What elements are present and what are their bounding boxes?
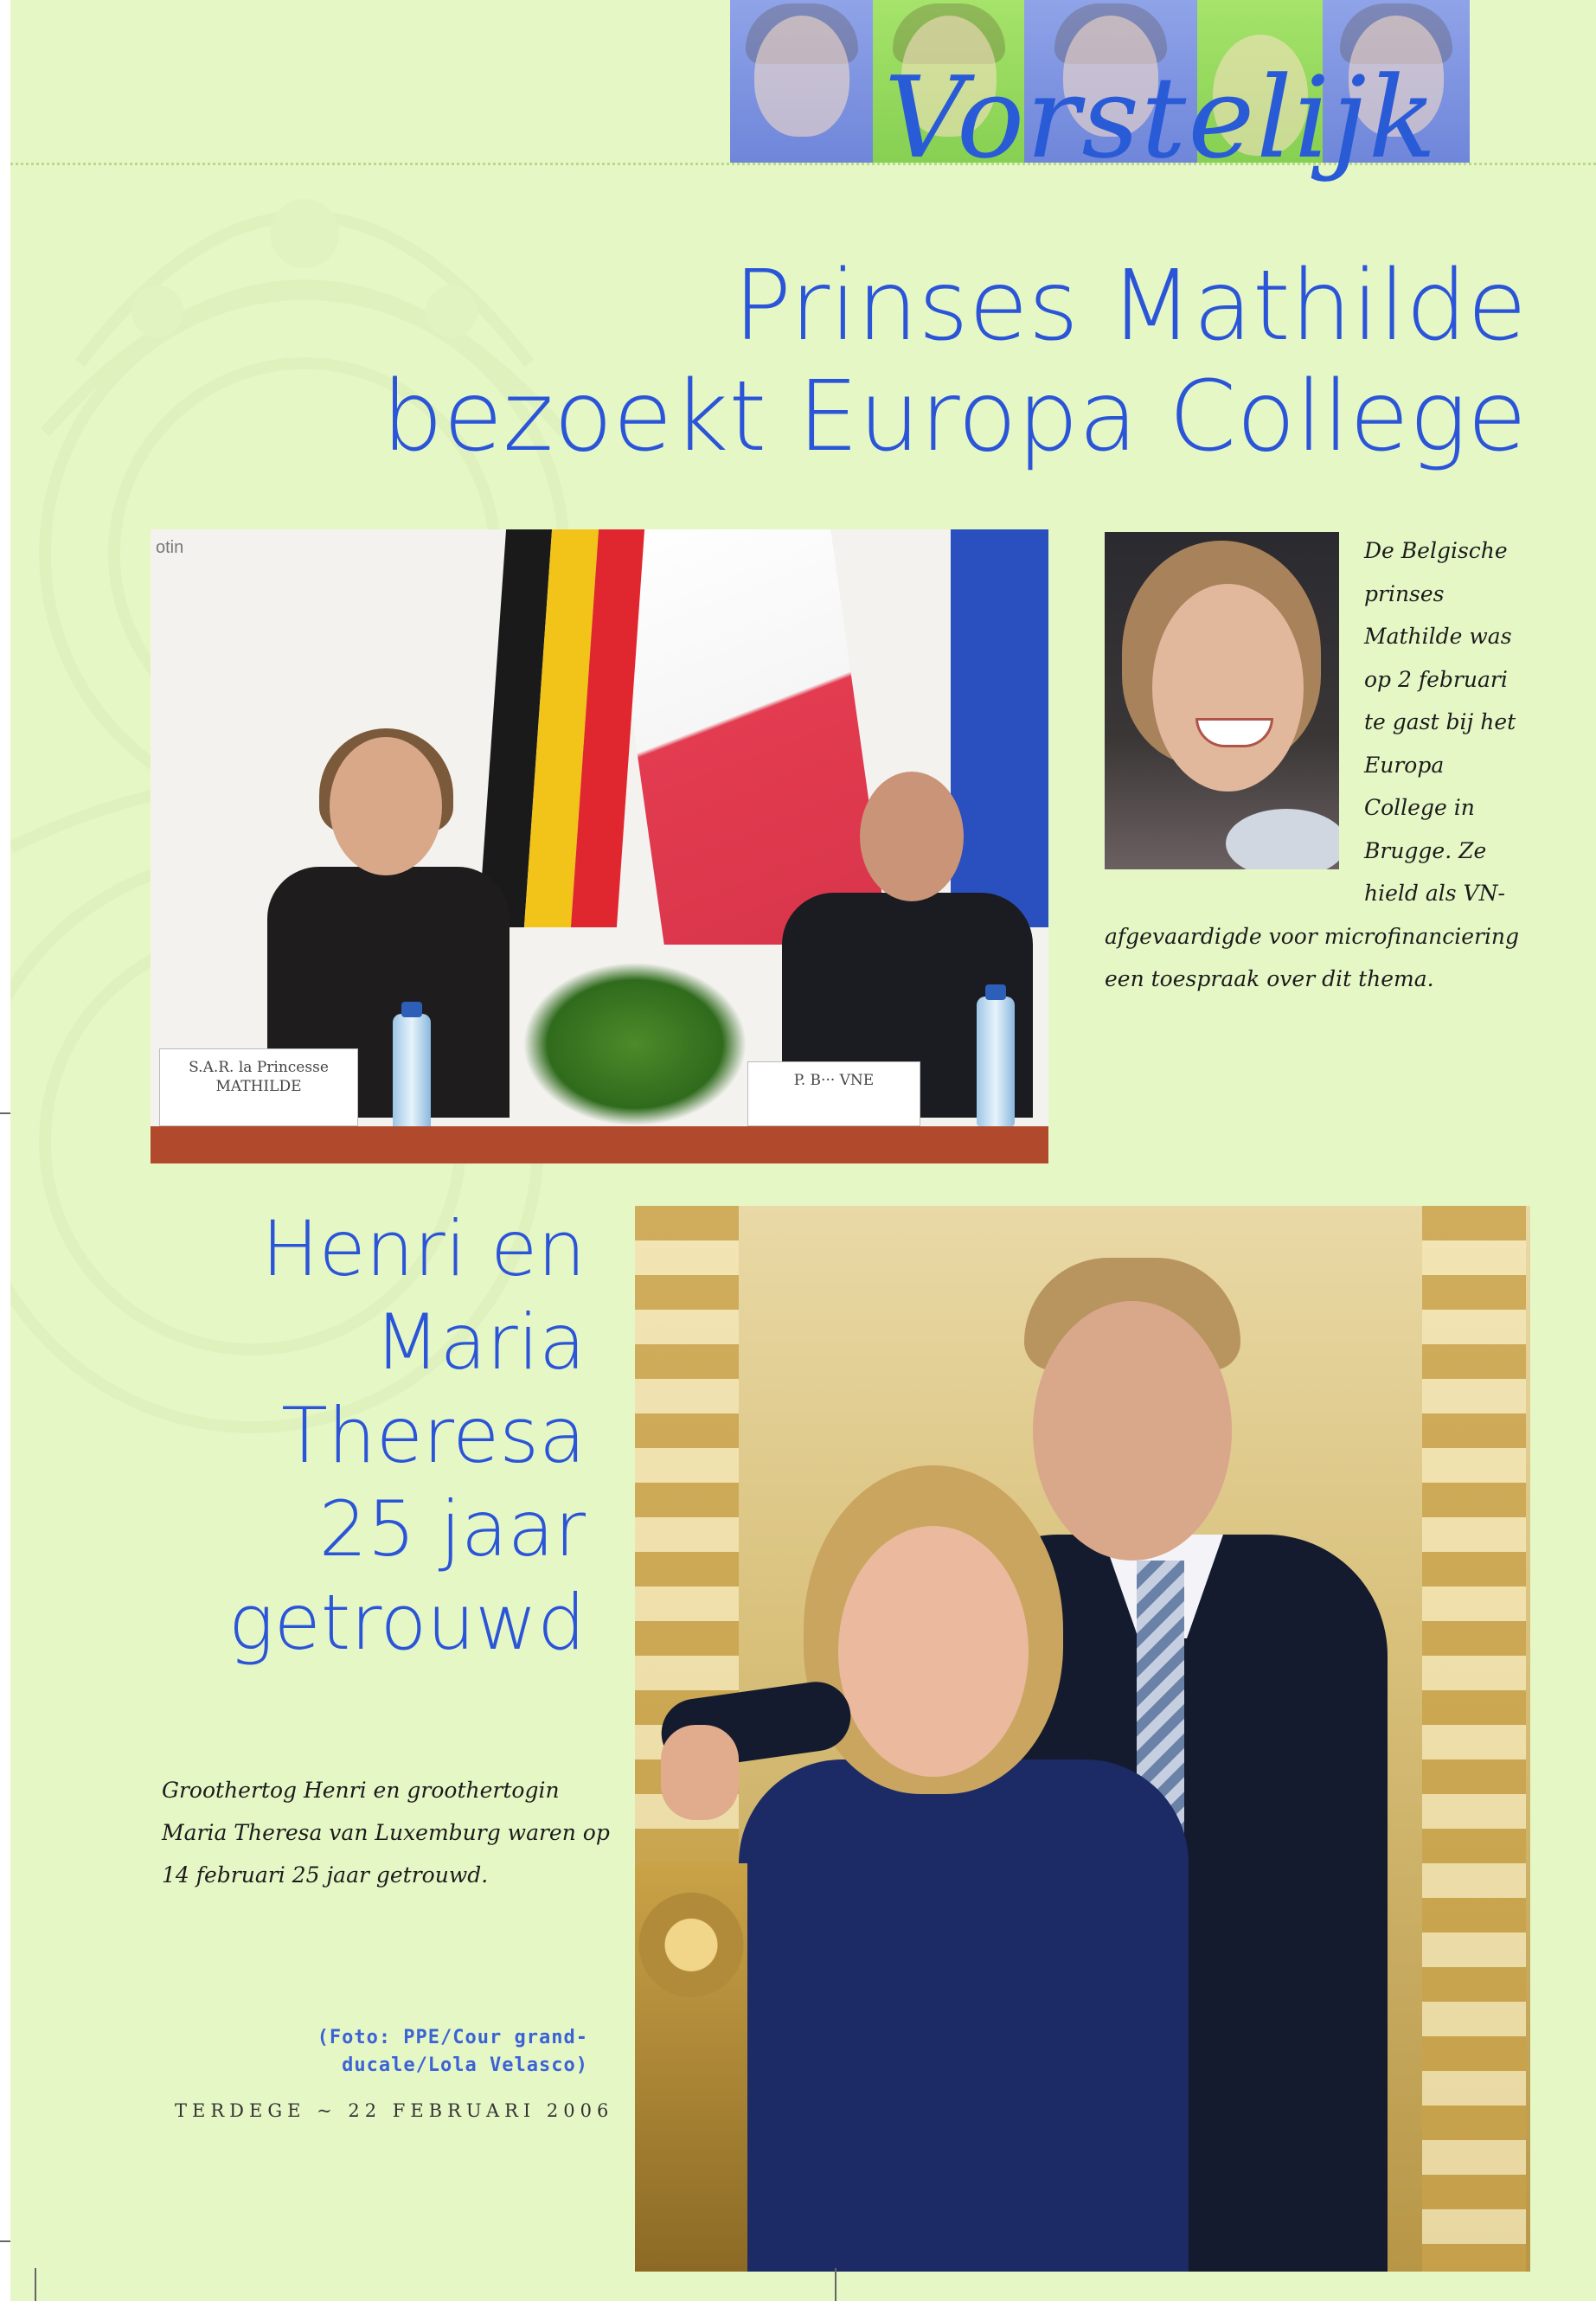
article2-headline-line-5: getrouwd [228,1578,586,1667]
article2-headline-line-3: Theresa [281,1391,586,1480]
section-label: Vorstelijk [884,52,1439,183]
photo-credit [270,2024,588,2080]
nameplate-left-line-1: S.A.R. la Princesse [189,1059,329,1076]
magazine-page [10,0,1596,2301]
header-portrait-1 [730,0,873,163]
article1-headline-line-1: Prinses Mathilde [733,250,1527,362]
gilded-ornament [635,1863,747,2272]
article2-headline-line-4: 25 jaar [318,1484,586,1574]
royal-couple-photo [635,1206,1530,2272]
article2-headline [131,1202,586,1670]
article1-caption [1105,529,1533,1001]
conference-photo [151,529,1048,1163]
crop-mark [0,1112,10,1114]
article2-headline-line-1: Henri en [261,1204,586,1293]
nameplate-left [159,1048,358,1126]
nameplate-left-line-2: MATHILDE [215,1078,302,1095]
crop-mark [0,2240,10,2242]
article1-headline-line-2: bezoekt Europa College [381,361,1527,473]
table-plants [522,962,747,1126]
groothertogin-figure [739,1759,1189,2272]
man-head [1033,1301,1232,1561]
article1-headline [143,251,1527,472]
article2-headline-line-2: Maria [374,1298,586,1387]
article2-caption: Groothertog Henri en groothertogin Maria Theresa van Luxemburg waren op 14 februari 25 jaar getrouwd. [162,1778,610,1888]
crop-mark [835,2268,836,2301]
princess-figure [267,737,510,1100]
crop-mark [35,2268,36,2301]
nameplate-right-text: P. B··· VNE [793,1072,875,1089]
photo-credit-line-2: ducale/Lola Velasco) [342,2054,588,2076]
nameplate-right [747,1061,920,1126]
conference-table [151,1126,1048,1163]
hand [661,1725,739,1820]
article1-caption-text: De Belgische prinses Mathilde was op 2 februari te gast bij het Europa College in Brugge. Ze hield als VN-afgevaardigde voor microfinanciering een toespraak over dit thema. [1105,538,1520,991]
water-bottle [977,997,1015,1126]
gilded-pillar [1422,1206,1526,2272]
water-bottle [393,1014,431,1144]
conference-wall-text: otin [156,538,184,557]
page-footer: TERDEGE ~ 22 FEBRUARI 2006 [175,2100,614,2121]
photo-credit-line-1: (Foto: PPE/Cour grand- [317,2027,588,2048]
woman-face [838,1526,1029,1777]
